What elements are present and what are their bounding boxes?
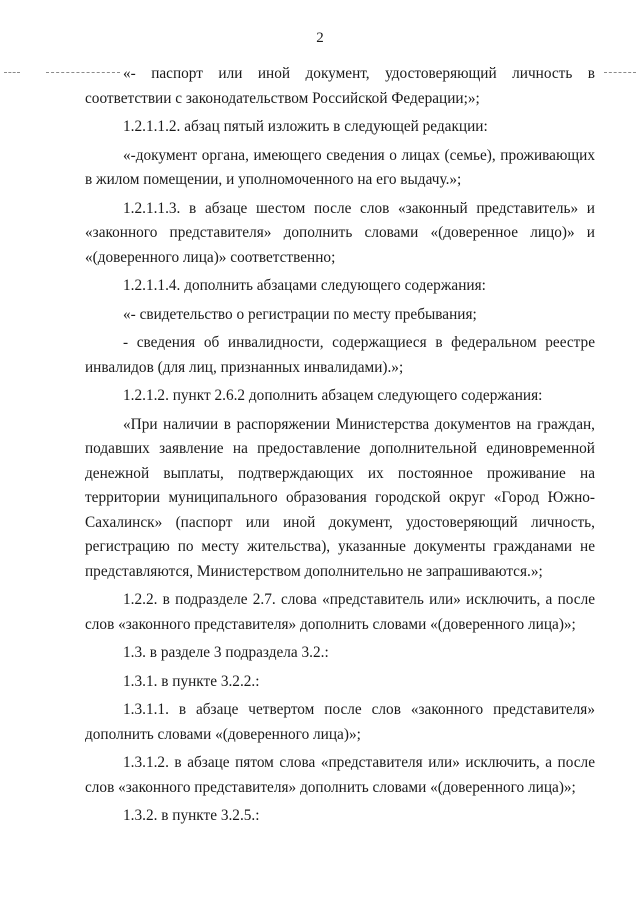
paragraph-12: 1.3.1. в пункте 3.2.2.:	[123, 672, 260, 690]
paragraph-13: 1.3.1.1. в абзаце четвертом после слов «законного представителя» дополнить словами «(доверенного лица)»;	[85, 701, 595, 743]
paragraph-11: 1.3. в разделе 3 подраздела 3.2.:	[123, 644, 329, 661]
paragraph-15: 1.3.2. в пункте 3.2.5.:	[123, 807, 260, 824]
paragraph-2: 1.2.1.1.2. абзац пятый изложить в следующей редакции:	[123, 118, 488, 135]
paragraph-8: 1.2.1.2. пункт 2.6.2 дополнить абзацем следующего содержания:	[123, 387, 543, 404]
paragraph-7: - сведения об инвалидности, содержащиеся в федеральном реестре инвалидов (для лиц, признанных инвалидами).»;	[85, 334, 595, 376]
scan-artifact-right	[604, 72, 636, 74]
paragraph-6: «- свидетельство о регистрации по месту пребывания;	[123, 305, 477, 323]
paragraph-3: «-документ органа, имеющего сведения о лицах (семье), проживающих в жилом помещении, и уполномоченного на его выдачу.»;	[85, 146, 595, 188]
paragraph-10: 1.2.2. в подразделе 2.7. слова «представитель или» исключить, а после слов «законного представителя» дополнить словами «(доверенного лица)»;	[85, 591, 595, 633]
paragraph-4: 1.2.1.1.3. в абзаце шестом после слов «законный представитель» и «законного представителя» дополнить словами «(доверенное лицо)» и «(доверенного лица)» соответственно;	[85, 199, 595, 266]
paragraph-14: 1.3.1.2. в абзаце пятом слова «представителя или» исключить, а после слов «законного представителя» дополнить словами «(доверенного лица)»;	[85, 754, 595, 796]
scan-artifact-left	[4, 72, 20, 74]
paragraph-9: «При наличии в распоряжении Министерства документов на граждан, подавших заявление на предоставление дополнительной единовременной денежной выплаты, подтверждающих их постоянное проживание на территории муниципального образования городской округ «Город Южно-Сахалинск» (паспорт или иной документ, удостоверяющий личность, регистрацию по месту жительства), указанные документы гражданами не представляются, Министерством дополнительно не запрашиваются.»;	[85, 415, 595, 580]
paragraph-1: «- паспорт или иной документ, удостоверяющий личность в соответствии с законодательством Российской Федерации;»;	[85, 65, 595, 107]
page-number: 2	[316, 30, 324, 46]
paragraph-5: 1.2.1.1.4. дополнить абзацами следующего содержания:	[123, 277, 486, 294]
document-body	[85, 62, 595, 829]
